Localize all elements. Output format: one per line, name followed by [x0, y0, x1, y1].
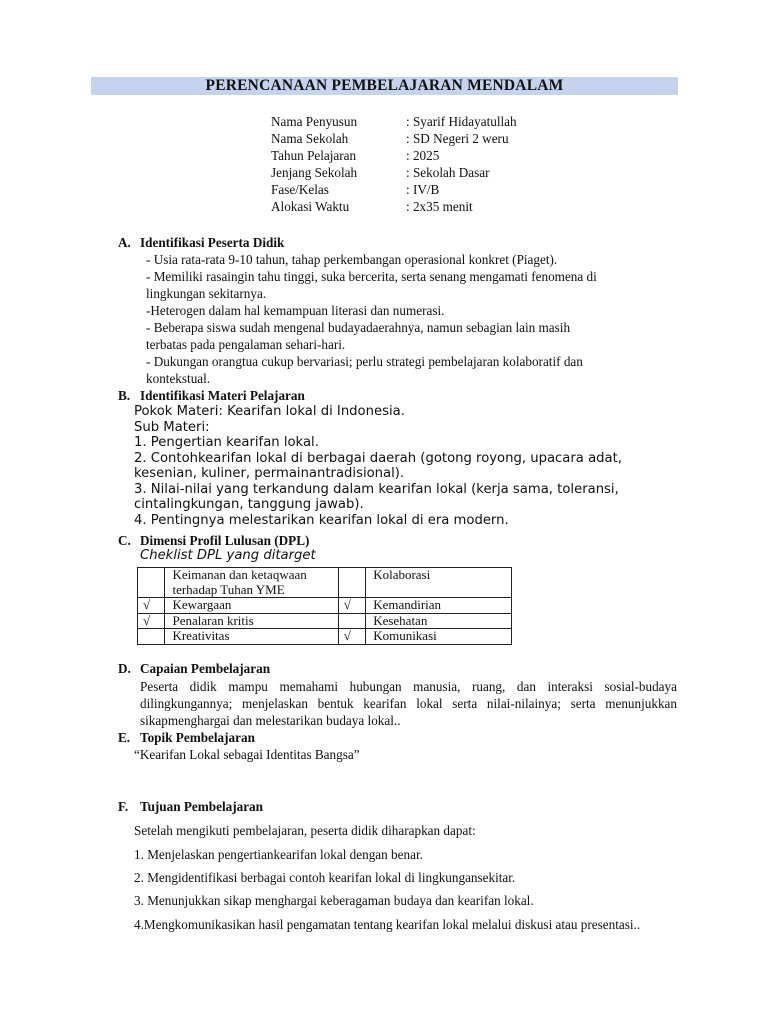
learning-goal-item: 1. Menjelaskan pengertiankearifan lokal dengan benar.: [134, 847, 423, 862]
section-title: Topik Pembelajaran: [140, 730, 255, 745]
section-b-body: [134, 404, 674, 528]
meta-row: [271, 198, 517, 215]
meta-row: [271, 130, 517, 147]
section-number: C.: [118, 533, 131, 548]
section-number: E.: [118, 730, 131, 745]
section-number: B.: [118, 388, 131, 403]
check-cell: [338, 613, 365, 629]
section-e-heading: [118, 729, 255, 746]
dimension-cell: Penalaran kritis: [165, 613, 338, 629]
meta-info: [271, 113, 517, 215]
meta-value: : Syarif Hidayatullah: [406, 114, 517, 129]
body-line: terbatas pada pengalaman sehari-hari.: [146, 337, 346, 352]
section-f-intro: Setelah mengikuti pembelajaran, peserta didik diharapkan dapat:: [134, 823, 476, 838]
learning-goal-item: 3. Menunjukkan sikap menghargai keberagaman budaya dan kearifan lokal.: [134, 893, 534, 908]
meta-row: [271, 164, 517, 181]
section-number: F.: [118, 799, 129, 814]
section-d-heading: [118, 660, 270, 677]
dimension-cell: Kesehatan: [366, 613, 512, 629]
dimension-cell: Kolaborasi: [366, 568, 512, 598]
meta-label: Nama Penyusun: [271, 114, 358, 129]
check-cell: √: [338, 629, 365, 645]
section-title: Identifikasi Peserta Didik: [140, 235, 285, 250]
body-line: kontekstual.: [146, 371, 211, 386]
meta-label: Alokasi Waktu: [271, 199, 350, 214]
check-cell: √: [338, 598, 365, 614]
meta-label: Fase/Kelas: [271, 182, 329, 197]
meta-label: Nama Sekolah: [271, 131, 349, 146]
document-title: PERENCANAAN PEMBELAJARAN MENDALAM: [91, 77, 678, 95]
dpl-checklist-caption: Cheklist DPL yang ditarget: [140, 548, 316, 563]
learning-goal-item: 4.Mengkomunikasikan hasil pengamatan tentang kearifan lokal melalui diskusi atau presentasi..: [134, 917, 641, 932]
dimension-cell: Kewargaan: [165, 598, 338, 614]
meta-row: [271, 181, 517, 198]
check-cell: [138, 629, 165, 645]
dimension-label: Keimanan dan ketaqwaan: [172, 567, 307, 582]
meta-value: : 2x35 menit: [406, 199, 473, 214]
body-line: 3. Nilai-nilai yang terkandung dalam kearifan lokal (kerja sama, toleransi,: [134, 481, 619, 497]
dimension-cell: Komunikasi: [366, 629, 512, 645]
body-line: - Dukungan orangtua cukup bervariasi; perlu strategi pembelajaran kolaboratif dan: [146, 354, 583, 369]
body-line: 4. Pentingnya melestarikan kearifan lokal di era modern.: [134, 512, 509, 528]
section-b-heading: [118, 387, 305, 404]
dpl-checklist-table: [137, 567, 512, 645]
dimension-cell: Kreativitas: [165, 629, 338, 645]
body-line: - Beberapa siswa sudah mengenal budayadaerahnya, namun sebagian lain masih: [146, 320, 571, 335]
section-title: Capaian Pembelajaran: [140, 661, 271, 676]
check-cell: √: [138, 613, 165, 629]
meta-value: : SD Negeri 2 weru: [406, 131, 509, 146]
body-line: lingkungan sekitarnya.: [146, 286, 267, 301]
dimension-label-cont: terhadap Tuhan YME: [172, 581, 285, 597]
meta-row: [271, 113, 517, 130]
meta-row: [271, 147, 517, 164]
check-cell: [138, 568, 165, 598]
learning-goal-item: 2. Mengidentifikasi berbagai contoh kearifan lokal di lingkungansekitar.: [134, 870, 516, 885]
body-line: 2. Contohkearifan lokal di berbagai daerah (gotong royong, upacara adat,: [134, 450, 622, 466]
section-c-heading: [118, 532, 309, 549]
body-line: Pokok Materi: Kearifan lokal di Indonesia.: [134, 404, 405, 419]
body-line: - Usia rata-rata 9-10 tahun, tahap perkembangan operasional konkret (Piaget).: [146, 252, 558, 267]
meta-label: Tahun Pelajaran: [271, 148, 357, 163]
body-line: - Memiliki rasaingin tahu tinggi, suka bercerita, serta senang mengamati fenomena di: [146, 269, 597, 284]
section-number: D.: [118, 661, 131, 676]
section-title: Dimensi Profil Lulusan (DPL): [140, 533, 310, 548]
section-title: Tujuan Pembelajaran: [140, 799, 263, 814]
body-line: kesenian, kuliner, permainantradisional).: [134, 466, 405, 481]
meta-value: : 2025: [406, 148, 440, 163]
section-number: A.: [118, 235, 131, 250]
dimension-cell: [165, 568, 338, 598]
table-row: [138, 629, 512, 645]
section-a-heading: [118, 234, 284, 251]
section-title: Identifikasi Materi Pelajaran: [140, 388, 305, 403]
meta-value: : Sekolah Dasar: [406, 165, 490, 180]
body-line: 1. Pengertian kearifan lokal.: [134, 435, 319, 450]
dimension-cell: Kemandirian: [366, 598, 512, 614]
section-d-body: Peserta didik mampu memahami hubungan manusia, ruang, dan interaksi sosial-budaya dilingkungannya; menjelaskan bentuk kearifan lokal serta nilai-nilainya; serta menunjukkan sikapmenghargai dan melestarikan budaya lokal..: [140, 679, 677, 728]
section-e-body: “Kearifan Lokal sebagai Identitas Bangsa”: [134, 747, 360, 762]
check-cell: [338, 568, 365, 598]
section-a-body: [146, 251, 686, 387]
body-line: Sub Materi:: [134, 419, 210, 435]
table-row: [138, 568, 512, 598]
meta-label: Jenjang Sekolah: [271, 165, 358, 180]
section-f-heading: [118, 798, 263, 815]
check-cell: √: [138, 598, 165, 614]
meta-value: : IV/B: [406, 182, 440, 197]
body-line: -Heterogen dalam hal kemampuan literasi dan numerasi.: [146, 303, 445, 318]
table-row: [138, 613, 512, 629]
table-row: [138, 598, 512, 614]
body-line: cintalingkungan, tanggung jawab).: [134, 497, 364, 512]
